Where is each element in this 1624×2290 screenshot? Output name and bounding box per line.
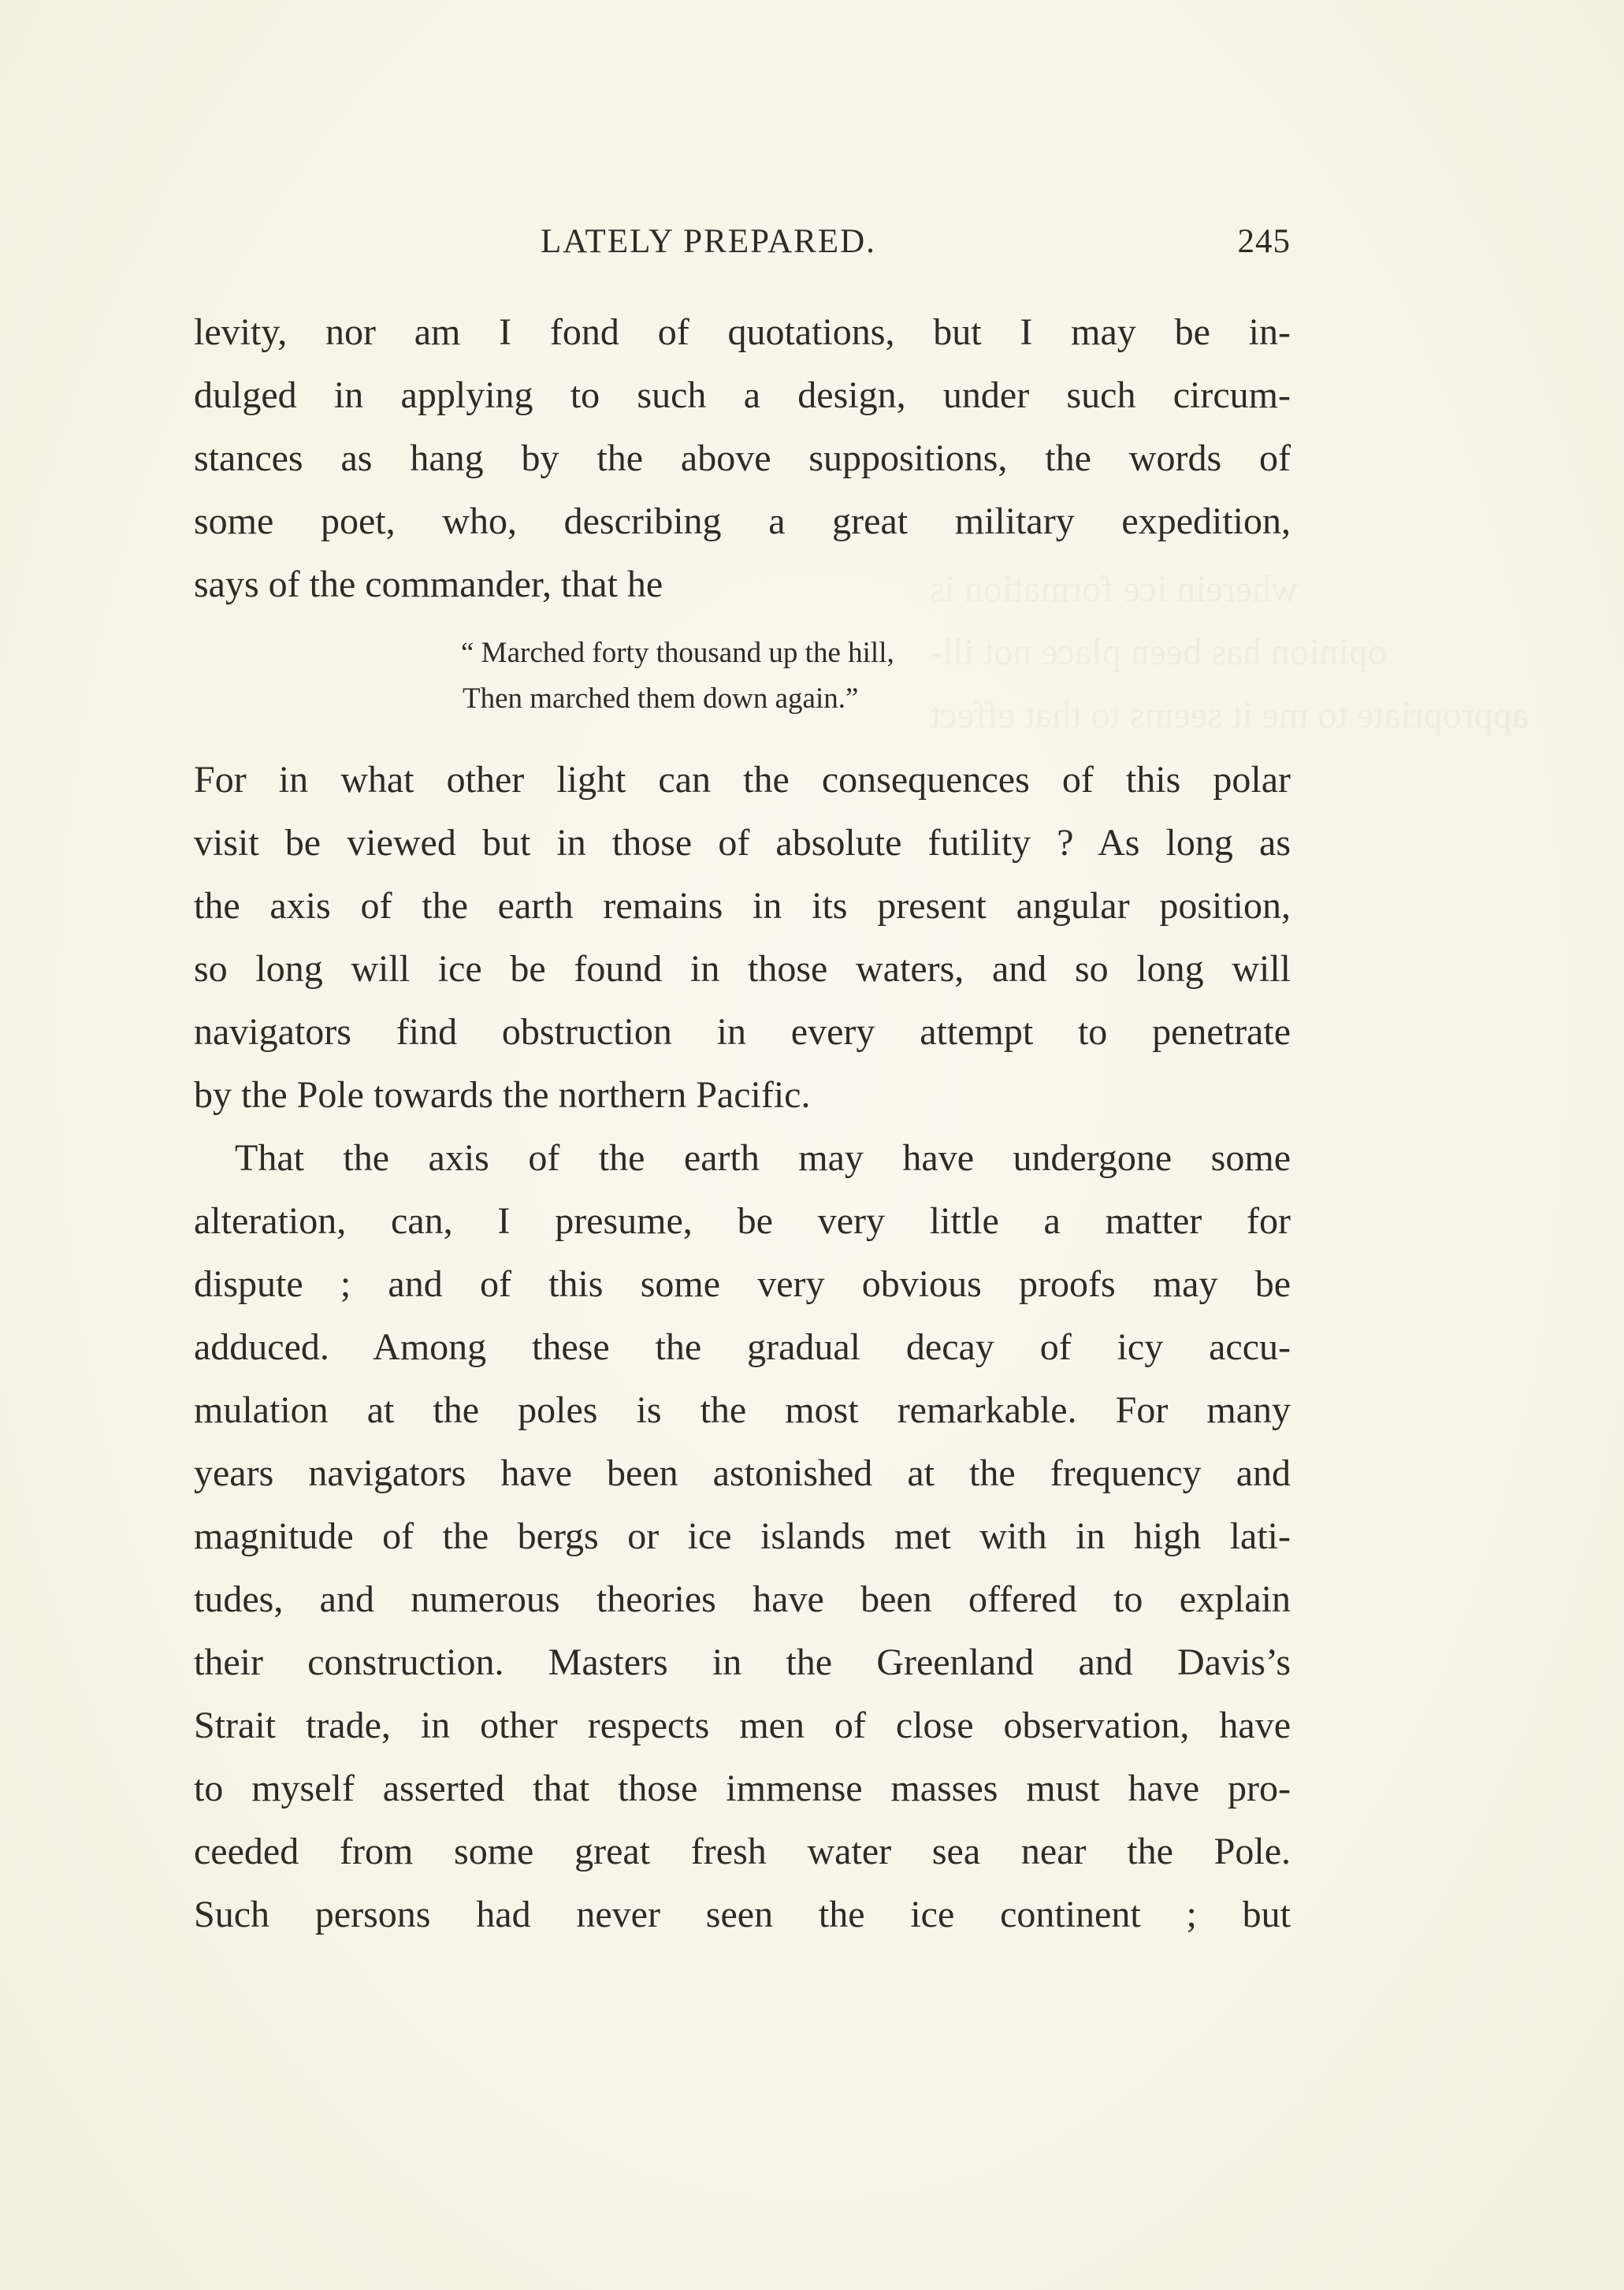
text-line: by the Pole towards the northern Pacific.	[194, 1074, 811, 1116]
running-head: LATELY PREPARED.	[541, 223, 876, 260]
text-line: adduced. Among these the gradual decay of icy accu-	[194, 1326, 1291, 1368]
text-line: stances as hang by the above suppositions, the words of	[194, 437, 1291, 479]
verse-line: Then marched them down again.”	[463, 682, 859, 715]
text-line: levity, nor am I fond of quotations, but I may be in-	[194, 311, 1291, 353]
text-line: years navigators have been astonished at the frequency and	[194, 1452, 1291, 1494]
paragraphs-main	[194, 749, 1291, 1946]
text-line: so long will ice be found in those waters, and so long will	[194, 948, 1291, 990]
text-line: dispute ; and of this some very obvious proofs may be	[194, 1263, 1291, 1305]
text-line: navigators find obstruction in every attempt to penetrate	[194, 1011, 1291, 1053]
text-line: That the axis of the earth may have undergone some	[235, 1137, 1291, 1179]
text-line: alteration, can, I presume, be very little a matter for	[194, 1200, 1291, 1242]
text-line: Strait trade, in other respects men of close observation, have	[194, 1704, 1291, 1746]
text-line: to myself asserted that those immense masses must have pro-	[194, 1768, 1291, 1809]
page-header	[194, 222, 1291, 270]
show-through-text: opinion has been place not ill-	[930, 631, 1387, 673]
text-line: mulation at the poles is the most remarkable. For many	[194, 1389, 1291, 1431]
verse-line: “ Marched forty thousand up the hill,	[461, 637, 894, 669]
text-line: magnitude of the bergs or ice islands met with in high lati-	[194, 1515, 1291, 1557]
text-line: tudes, and numerous theories have been offered to explain	[194, 1578, 1291, 1620]
text-line: For in what other light can the consequences of this polar	[194, 759, 1291, 801]
text-line: ceeded from some great fresh water sea near the Pole.	[194, 1831, 1291, 1872]
text-line: visit be viewed but in those of absolute futility ? As long as	[194, 822, 1291, 864]
paragraph-continued	[194, 301, 1291, 616]
page-number: 245	[1237, 223, 1291, 260]
show-through-text: appropriate to me it seems to that effect	[930, 694, 1529, 736]
text-line: Such persons had never seen the ice continent ; but	[194, 1894, 1291, 1935]
show-through-text: wherein ice formation is	[930, 568, 1299, 610]
verse-quotation	[461, 630, 894, 722]
text-line: their construction. Masters in the Greenland and Davis’s	[194, 1641, 1291, 1683]
text-line: dulged in applying to such a design, under such circum-	[194, 374, 1291, 416]
text-line: some poet, who, describing a great military expedition,	[194, 500, 1291, 542]
text-line: says of the commander, that he	[194, 563, 663, 605]
text-line: the axis of the earth remains in its present angular position,	[194, 885, 1291, 927]
